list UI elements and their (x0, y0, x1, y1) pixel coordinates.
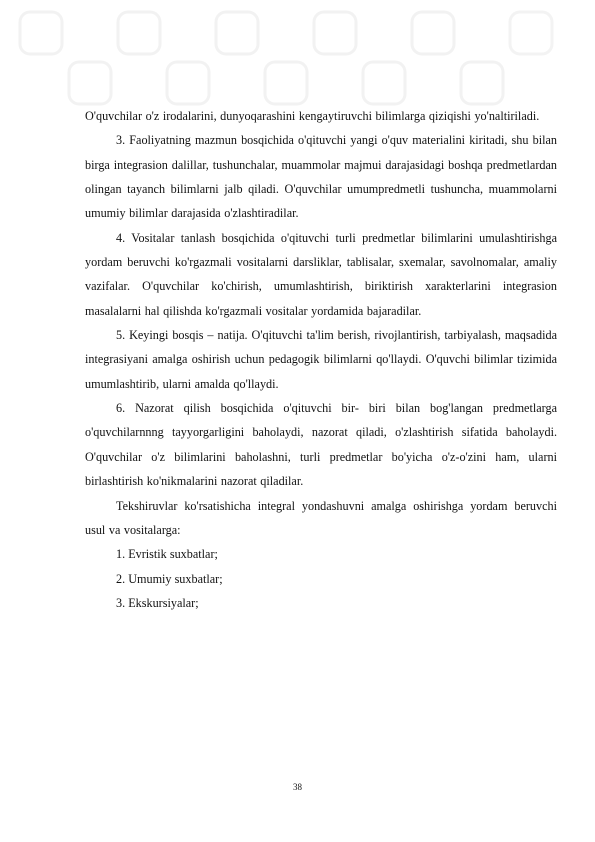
list-item-umumiy: 2. Umumiy suxbatlar; (116, 571, 223, 586)
paragraph-step-3: 3. Faoliyatning mazmun bosqichida o'qituvchi yangi o'quv materialini kiritadi, shu bilan birga integrasion dalillar, tushunchalar, muammolar majmui darajasidagi boshqa predmetlardan olingan tayanch bilimlarni jalb qiladi. O'quvchilar umumpredmetli tushuncha, muammolarni umumiy bilimlar darajasida o'zlashtiradilar. (85, 133, 557, 221)
paragraph-step-5: 5. Keyingi bosqis – natija. O'qituvchi ta'lim berish, rivojlantirish, tarbiyalash, maqsadida integrasiyani amalga oshirish uchun pedagogik bilimlarni qo'llaydi. O'quvchi bilimlar tizimida umumlashtirib, ularni amalda qo'llaydi. (85, 328, 557, 391)
document-body (85, 104, 557, 615)
list-item-ekskursiya: 3. Ekskursiyalar; (116, 595, 199, 610)
page-number: 38 (293, 782, 302, 792)
paragraph-step-4: 4. Vositalar tanlash bosqichida o'qituvchi turli predmetlar bilimlarini umulashtirishga yordam beruvchi ko'rgazmali vositalarni darsliklar, tablisalar, sxemalar, savolnomalar, amaliy vazifalar. O'quvchilar ko'chirish, umumlashtirish, biriktirish xarakterlarini integrasion masalalarni hal qilishda ko'rgazmali vositalar yordamida bajaradilar. (85, 230, 557, 318)
list-item-evristik: 1. Evristik suxbatlar; (116, 547, 218, 562)
paragraph-methods-intro: Tekshiruvlar ko'rsatishicha integral yondashuvni amalga oshirishga yordam beruvchi usul va vositalarga: (85, 498, 557, 537)
paragraph-step-6: 6. Nazorat qilish bosqichida o'qituvchi bir- biri bilan bog'langan predmetlarga o'quvchilarnnng tayyorgarligini baholaydi, nazorat qiladi, o'zlashtirish sifatida baholaydi. O'quvchilar o'z bilimlarini baholashni, turli predmetlar bo'yicha o'z-o'zini ham, ularni birlashtirish ko'nikmalarini nazorat qiladilar. (85, 401, 557, 489)
paragraph-intro: O'quvchilar o'z irodalarini, dunyoqarashini kengaytiruvchi bilimlarga qiziqishi yo'naltiriladi. (85, 109, 540, 123)
